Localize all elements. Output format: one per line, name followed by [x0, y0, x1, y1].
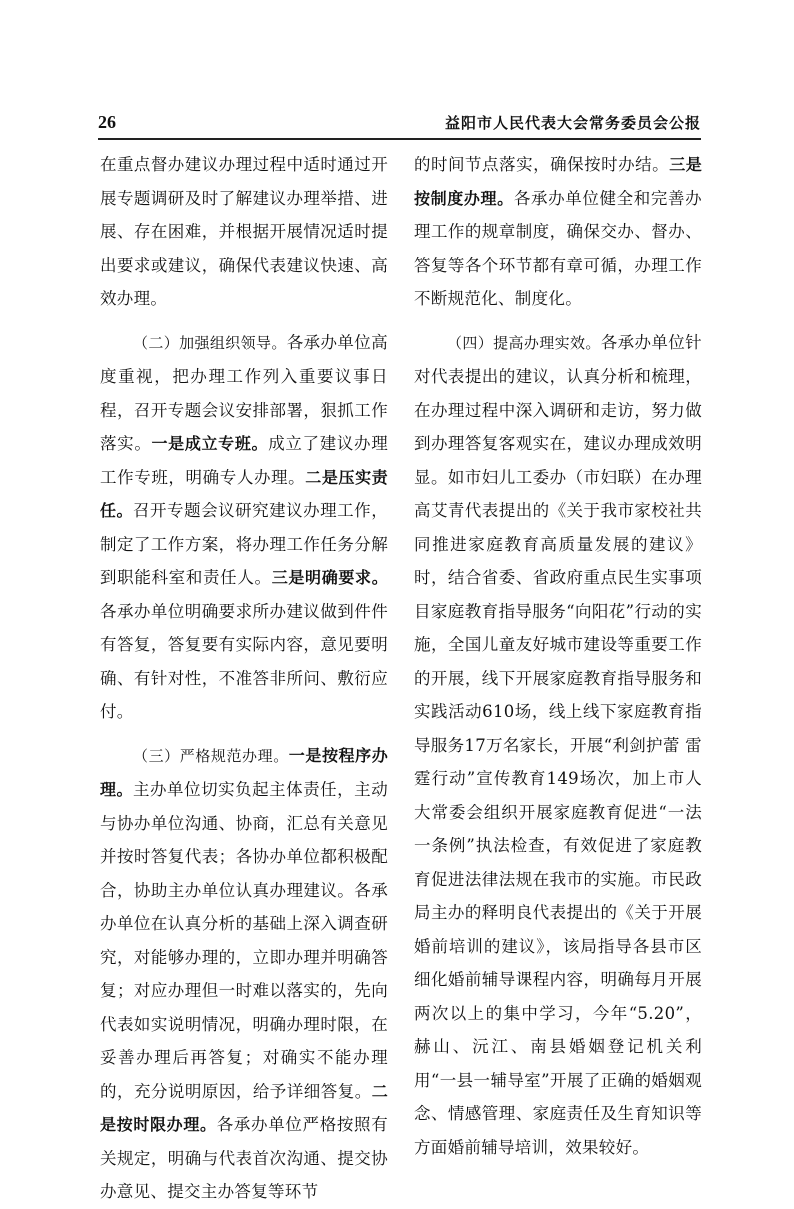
page-number: 26 [98, 112, 116, 132]
bold-point: 一是按程序办理。 [100, 745, 388, 799]
paragraph-text: 各承办单位严格按照有关规定，明确与代表首次沟通、提交协办意见、提交主办答复等环节 [100, 1115, 389, 1201]
paragraph-text: 在重点督办建议办理过程中适时通过开展专题调研及时了解建议办理举措、进展、存在困难，并根据开展情况适时提出要求或建议，确保代表建议快速、高效办理。 [100, 155, 388, 308]
header-rule [98, 138, 701, 140]
journal-title: 益阳市人民代表大会常务委员会公报 [444, 114, 701, 132]
section-heading: （二）加强组织领导。 [133, 333, 287, 352]
paragraph-continuation [414, 148, 702, 316]
bold-point: 一是成立专班。 [151, 434, 269, 453]
page-header [98, 112, 701, 136]
paragraph-text: 各承办单位明确要求所办建议做到件件有答复，答复要有实际内容，意见要明确、有针对性，不准答非所问、敷衍应付。 [100, 601, 388, 721]
section-heading: （四）提高办理实效。 [447, 333, 601, 352]
section-3-paragraph [100, 739, 388, 1209]
bold-point: 二是压实责任。 [100, 467, 388, 520]
paragraph-text: 的时间节点落实，确保按时办结。 [414, 155, 670, 174]
section-4-paragraph [414, 326, 702, 1165]
bold-point: 三是明确要求。 [271, 568, 388, 587]
paragraph-text: 主办单位切实负起主体责任，主动与协办单位沟通、协商，汇总有关意见并按时答复代表；各协办单位都积极配合，协助主办单位认真办理建议。各承办单位在认真分析的基础上深入调查研究，对能够办理的，立即办理并明确答复；对应办理但一时难以落实的，先向代表如实说明情况，明确办理时限，在妥善办理后再答复；对确实不能办理的，充分说明原因，给予详细答复。 [100, 780, 388, 1101]
bold-point: 三是按制度办理。 [414, 155, 702, 208]
paragraph-text: 各承办单位针对代表提出的建议，认真分析和梳理，在办理过程中深入调研和走访，努力做到办理答复客观实在，建议办理成效明显。如市妇儿工委办（市妇联）在办理高艾青代表提出的《关于我市家校社共同推进家庭教育高质量发展的建议》时，结合省委、省政府重点民生实事项目家庭教育指导服务“向阳花”行动的实施，全国儿童友好城市建设等重要工作的开展，线下开展家庭教育指导服务和实践活动610场，线上线下家庭教育指导服务17万名家长，开展“利剑护蕾 雷霆行动”宣传教育149场次，加上市人大常委会组织开展家庭教育促进“一法一条例”执法检查，有效促进了家庭教育促进法律法规在我市的实施。市民政局主办的释明良代表提出的《关于开展婚前培训的建议》，该局指导各县市区细化婚前辅导课程内容，明确每月开展两次以上的集中学习，今年“5.20”，赫山、沅江、南县婚姻登记机关利用“一县一辅导室”开展了正确的婚姻观念、情感管理、家庭责任及生育知识等方面婚前辅导培训，效果较好。 [414, 332, 702, 1157]
bold-point: 二是按时限办理。 [100, 1081, 388, 1134]
paragraph-continuation [100, 148, 388, 316]
paragraph-text: 召开专题会议研究建议办理工作，制定了工作方案，将办理工作任务分解到职能科室和责任人。 [100, 501, 388, 587]
paragraph-text: 成立了建议办理工作专班，明确专人办理。 [100, 434, 388, 487]
section-heading: （三）严格规范办理。 [133, 746, 289, 765]
right-column [414, 148, 702, 1164]
left-column [100, 148, 388, 1209]
paragraph-text: 各承办单位健全和完善办理工作的规章制度，确保交办、督办、答复等各个环节都有章可循，办理工作不断规范化、制度化。 [414, 188, 702, 308]
section-2-paragraph [100, 326, 388, 729]
paragraph-text: 各承办单位高度重视，把办理工作列入重要议事日程，召开专题会议安排部署，狠抓工作落实。 [100, 332, 388, 453]
